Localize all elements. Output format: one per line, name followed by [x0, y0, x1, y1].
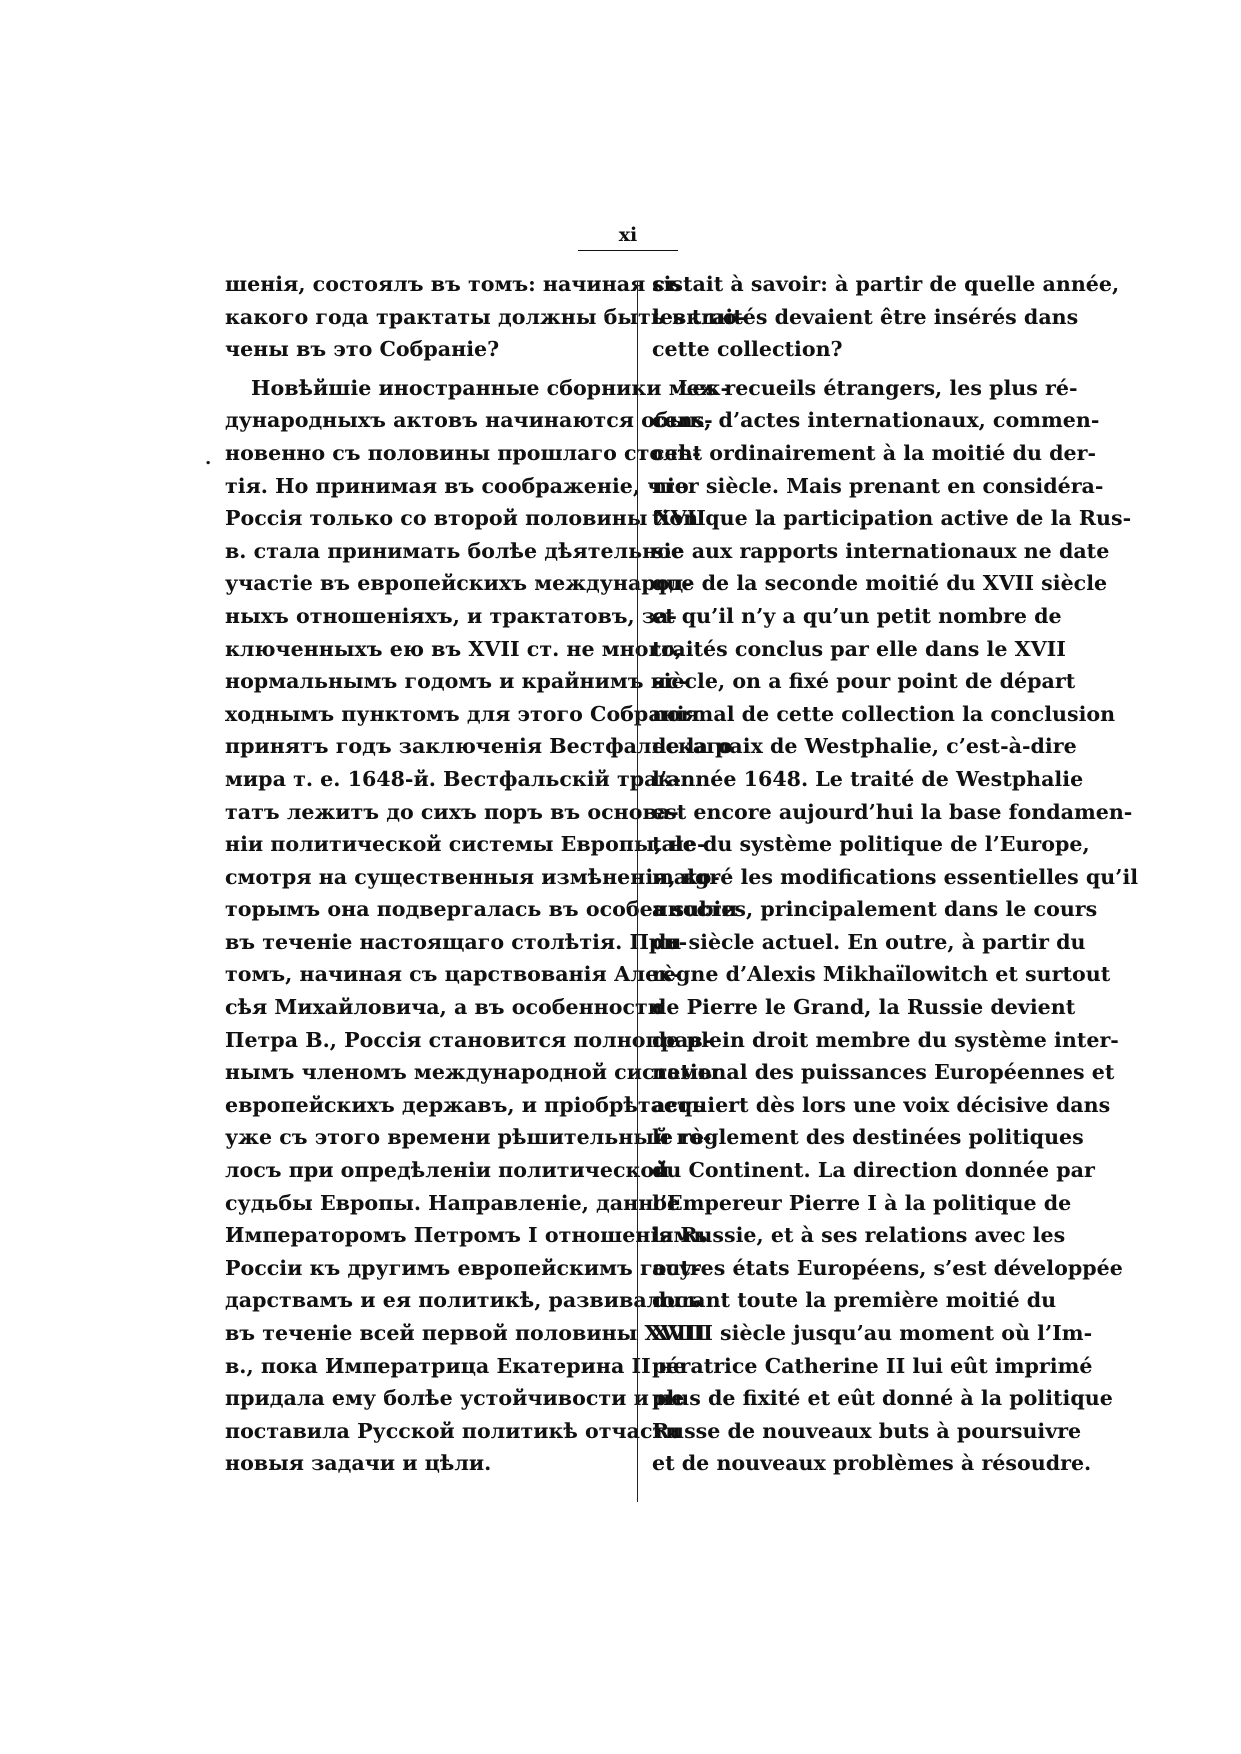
text-line: l’Empereur Pierre I à la politique de	[652, 1190, 1072, 1215]
text-line: a subies, principalement dans le cours	[652, 897, 1098, 922]
paragraph	[225, 268, 746, 366]
paragraph	[225, 372, 738, 1480]
text-line: принятъ годъ заключенія Вестфальскаго	[225, 734, 733, 759]
text-line: tale du système politique de l’Europe,	[652, 832, 1090, 857]
text-line: siècle, on a fixé pour point de départ	[652, 669, 1076, 694]
text-line: Les recueils étrangers, les plus ré-	[678, 375, 1078, 400]
text-line: Новѣйшіе иностранные сборники меж-	[251, 375, 730, 400]
text-line: autres états Européens, s’est développée	[652, 1255, 1123, 1280]
page-number: xi	[618, 224, 638, 246]
text-line: cens, d’actes internationaux, commen-	[652, 408, 1100, 433]
column-divider	[637, 282, 638, 1502]
text-line: чены въ это Собраніе?	[225, 337, 500, 362]
text-line: ніи политической системы Европы, не-	[225, 832, 706, 857]
text-line: новыя задачи и цѣли.	[225, 1451, 492, 1476]
text-line: cette collection?	[652, 337, 843, 362]
text-line: в. стала принимать болѣе дѣятельное	[225, 538, 684, 563]
text-line: томъ, начиная съ царствованія Алек-	[225, 962, 682, 987]
text-line: acquiert dès lors une voix décisive dans	[652, 1092, 1111, 1117]
text-line: Russe de nouveaux buts à poursuivre	[652, 1418, 1082, 1443]
text-line: въ теченіе настоящаго столѣтія. При-	[225, 929, 688, 954]
text-line: судьбы Европы. Направленіе, данное	[225, 1190, 681, 1215]
text-line: sie aux rapports internationaux ne date	[652, 538, 1110, 563]
text-line: règne d’Alexis Mikhaïlowitch et surtout	[652, 962, 1111, 987]
text-line: дународныхъ актовъ начинаются обык-	[225, 408, 713, 433]
text-line: plus de fixité et eût donné à la politique	[652, 1386, 1113, 1411]
text-line: ключенныхъ ею въ XVII ст. не много,	[225, 636, 682, 661]
text-line: l’année 1648. Le traité de Westphalie	[652, 766, 1084, 791]
text-line: Россіи къ другимъ европейскимъ госу-	[225, 1255, 701, 1280]
text-line: les traités devaient être insérés dans	[652, 304, 1079, 329]
text-line: cent ordinairement à la moitié du der-	[652, 440, 1096, 465]
text-line: в., пока Императрица Екатерина II не	[225, 1353, 687, 1378]
text-line: du siècle actuel. En outre, à partir du	[652, 929, 1086, 954]
text-line: участіе въ европейскихъ международ-	[225, 571, 692, 596]
text-line: придала ему болѣе устойчивости и не	[225, 1386, 685, 1411]
text-line: европейскихъ державъ, и пріобрѣтаетъ	[225, 1092, 706, 1117]
text-line: въ теченіе всей первой половины XVIII	[225, 1321, 706, 1345]
text-line: XVIII siècle jusqu’au moment où l’Im-	[652, 1321, 1093, 1345]
text-line: какого года трактаты должны быть вклю-	[225, 304, 746, 329]
text-line: нормальнымъ годомъ и крайнимъ ис-	[225, 669, 688, 694]
text-line: Россія только со второй половины XVII	[225, 506, 706, 531]
right-column-french	[652, 268, 1139, 1480]
text-line: ныхъ отношеніяхъ, и трактатовъ, за-	[225, 603, 677, 628]
text-line: нымъ членомъ международной системы	[225, 1060, 719, 1085]
text-line: сѣя Михайловича, а въ особенности	[225, 995, 664, 1020]
text-line: de plein droit membre du système inter-	[652, 1027, 1119, 1052]
text-line: et qu’il n’y a qu’un petit nombre de	[652, 603, 1062, 628]
text-line: du Continent. La direction donnée par	[652, 1158, 1095, 1183]
text-line: le règlement des destinées politiques	[652, 1125, 1084, 1150]
text-line: et de nouveaux problèmes à résoudre.	[652, 1451, 1092, 1476]
paragraph	[652, 268, 1120, 366]
paragraph	[652, 372, 1139, 1480]
text-line: de la paix de Westphalie, c’est-à-dire	[652, 734, 1077, 759]
text-line: national des puissances Européennes et	[652, 1060, 1115, 1085]
text-line: la Russie, et à ses relations avec les	[652, 1223, 1066, 1248]
text-line: торымъ она подвергалась въ особенности	[225, 897, 738, 922]
text-line: шенія, состоялъ въ томъ: начиная съ	[225, 272, 681, 296]
text-line: malgré les modifications essentielles qu’il	[652, 864, 1139, 889]
text-line: durant toute la première moitié du	[652, 1288, 1057, 1313]
text-line: que de la seconde moitié du XVII siècle	[652, 571, 1108, 596]
text-line: поставила Русской политикѣ отчасти	[225, 1418, 681, 1443]
margin-mark: .	[205, 448, 212, 469]
text-line: Императоромъ Петромъ I отношеніямъ	[225, 1223, 708, 1248]
text-line: дарствамъ и ея политикѣ, развивалось	[225, 1288, 702, 1313]
text-line: тія. Но принимая въ соображеніе, что	[225, 473, 689, 498]
text-line: новенно съ половины прошлаго столѣ-	[225, 440, 701, 465]
text-line: уже съ этого времени рѣшительный го-	[225, 1125, 712, 1150]
text-line: татъ лежитъ до сихъ поръ въ основа-	[225, 799, 679, 824]
text-line: мира т. е. 1648-й. Вестфальскій трак-	[225, 766, 681, 791]
left-column-russian	[225, 268, 746, 1480]
page-header	[568, 224, 688, 264]
text-line: Петра В., Россія становится полноправ-	[225, 1027, 712, 1052]
text-line: normal de cette collection la conclusion	[652, 701, 1116, 726]
text-line: sistait à savoir: à partir de quelle année,	[652, 272, 1120, 296]
text-line: ходнымъ пунктомъ для этого Собранія	[225, 701, 700, 726]
text-line: est encore aujourd’hui la base fondamen-	[652, 799, 1133, 824]
text-line: traités conclus par elle dans le XVII	[652, 636, 1066, 661]
text-line: de Pierre le Grand, la Russie devient	[652, 995, 1076, 1020]
text-line: tion que la participation active de la Rus-	[652, 506, 1132, 531]
text-line: nier siècle. Mais prenant en considéra-	[652, 473, 1104, 498]
header-rule	[578, 250, 678, 251]
text-line: лосъ при опредѣленіи политической	[225, 1158, 670, 1183]
text-line: смотря на существенныя измѣненія, ко-	[225, 864, 720, 889]
text-line: pératrice Catherine II lui eût imprimé	[652, 1353, 1093, 1378]
